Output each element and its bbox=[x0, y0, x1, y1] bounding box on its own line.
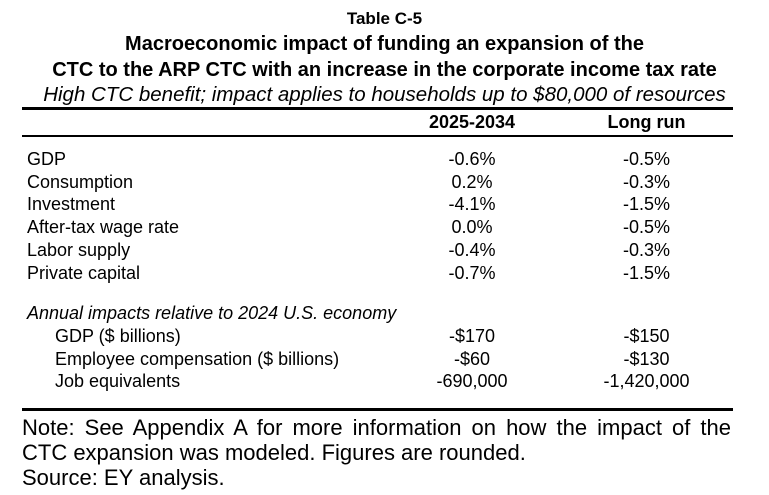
table-source: Source: EY analysis. bbox=[22, 465, 225, 491]
row-value-long-run: -$150 bbox=[623, 325, 670, 346]
table-row bbox=[22, 325, 733, 348]
section-gap bbox=[22, 284, 733, 302]
table-row bbox=[22, 239, 733, 262]
table-body bbox=[22, 137, 733, 393]
row-label: After-tax wage rate bbox=[27, 217, 180, 238]
column-header-long-run: Long run bbox=[607, 112, 686, 132]
row-value-long-run: -0.3% bbox=[622, 171, 671, 192]
row-label: GDP bbox=[27, 149, 67, 169]
row-value-long-run: -0.5% bbox=[622, 149, 671, 169]
table-row bbox=[22, 216, 733, 239]
row-value-long-run: -$130 bbox=[623, 348, 670, 369]
column-header-row bbox=[22, 110, 733, 137]
row-value-2025-2034: -0.7% bbox=[448, 262, 496, 283]
column-header-2025-2034: 2025-2034 bbox=[428, 112, 516, 132]
row-label: Consumption bbox=[27, 171, 134, 192]
row-label: Employee compensation ($ billions) bbox=[55, 348, 340, 369]
row-value-long-run: -1.5% bbox=[622, 262, 671, 283]
row-value-2025-2034: -4.1% bbox=[448, 194, 496, 215]
table-header bbox=[0, 0, 769, 107]
table-note: Note: See Appendix A for more information on how the impact of the CTC expansion was modeled. Figures are rounded. bbox=[22, 415, 731, 466]
data-table bbox=[22, 107, 733, 411]
row-label: Investment bbox=[27, 194, 116, 215]
row-label: Private capital bbox=[27, 262, 141, 283]
row-value-long-run: -1,420,000 bbox=[603, 371, 690, 392]
row-value-long-run: -0.3% bbox=[622, 239, 671, 260]
row-value-long-run: -0.5% bbox=[622, 217, 671, 238]
row-value-2025-2034: 0.2% bbox=[451, 171, 493, 192]
table-subtitle: High CTC benefit; impact applies to households up to $80,000 of resources bbox=[43, 83, 726, 106]
row-label: Labor supply bbox=[27, 239, 131, 260]
table-number: Table C-5 bbox=[346, 9, 423, 28]
table-title-line-1: Macroeconomic impact of funding an expansion of the bbox=[125, 33, 644, 55]
table-footer bbox=[22, 415, 731, 490]
row-value-2025-2034: -690,000 bbox=[436, 371, 508, 392]
table-row bbox=[22, 348, 733, 371]
row-value-long-run: -1.5% bbox=[622, 194, 671, 215]
row-value-2025-2034: -$60 bbox=[453, 348, 491, 369]
row-value-2025-2034: -0.4% bbox=[448, 239, 496, 260]
section-header: Annual impacts relative to 2024 U.S. economy bbox=[27, 303, 397, 324]
row-value-2025-2034: -0.6% bbox=[448, 149, 496, 169]
row-label: Job equivalents bbox=[55, 371, 181, 392]
table-row bbox=[22, 262, 733, 285]
row-label: GDP ($ billions) bbox=[55, 325, 181, 346]
table-row bbox=[22, 370, 733, 393]
table-title-line-2: CTC to the ARP CTC with an increase in the corporate income tax rate bbox=[52, 59, 717, 81]
table-row bbox=[22, 171, 733, 194]
table-row bbox=[22, 148, 733, 171]
table-row bbox=[22, 193, 733, 216]
column-header-spacer bbox=[22, 111, 384, 134]
row-value-2025-2034: -$170 bbox=[448, 325, 496, 346]
row-value-2025-2034: 0.0% bbox=[451, 217, 493, 238]
